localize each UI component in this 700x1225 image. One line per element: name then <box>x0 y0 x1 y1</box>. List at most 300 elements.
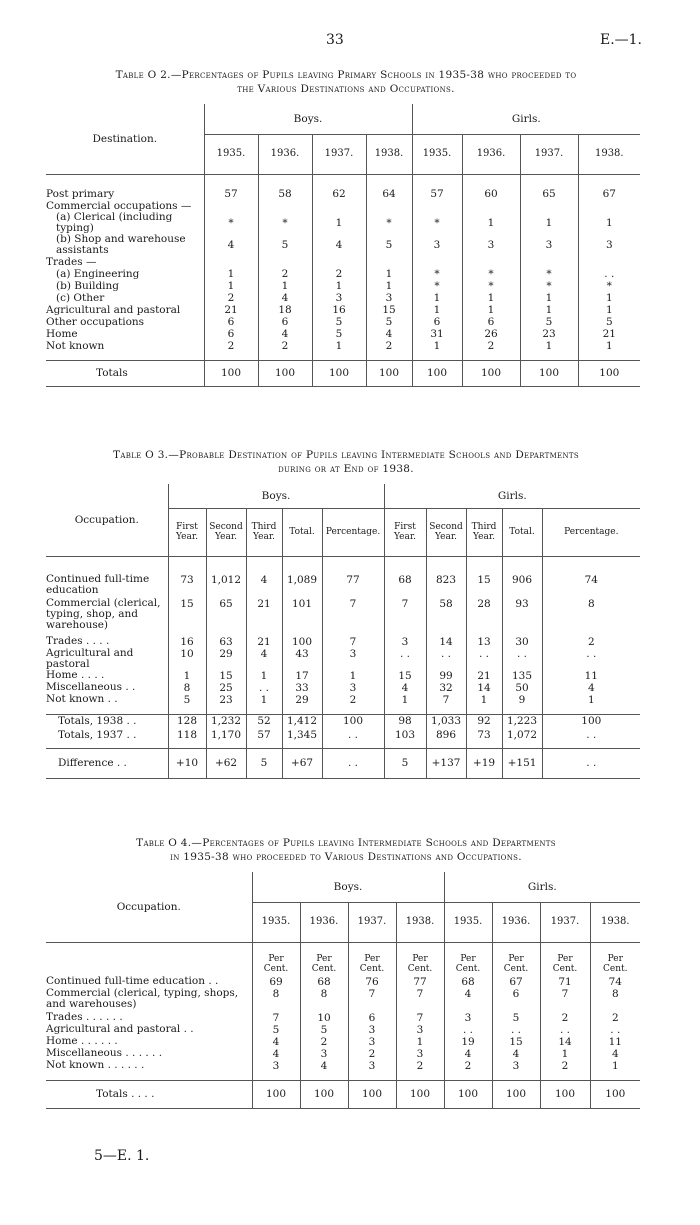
table-row <box>46 280 640 292</box>
value-cell: 65 <box>520 188 578 200</box>
value-cell: 3 <box>578 234 640 256</box>
value-cell: 135 <box>502 670 542 682</box>
row-label: (a) Clerical (including typing) <box>56 211 173 234</box>
value-cell: 15 <box>168 598 206 636</box>
table2-caption-line2: the Various Destinations and Occupations. <box>237 83 455 95</box>
unit-label <box>590 942 640 976</box>
table-row <box>46 670 640 682</box>
value-cell: 18 <box>258 304 312 316</box>
value-cell: 6 <box>492 988 540 1012</box>
value-cell: 100 <box>282 636 322 648</box>
value-cell: 1 <box>258 280 312 292</box>
value-cell <box>578 256 640 268</box>
table-row <box>46 1024 640 1036</box>
value-cell: 6 <box>258 316 312 328</box>
total-cell: 100 <box>252 1080 300 1108</box>
value-cell: 1,033 <box>426 714 466 728</box>
value-cell: 3 <box>348 1060 396 1072</box>
column-header: Percentage. <box>322 508 384 556</box>
value-cell: . . <box>246 682 282 694</box>
table4-caption <box>46 836 646 864</box>
column-header: Third Year. <box>466 508 502 556</box>
value-cell <box>258 200 312 212</box>
destination-header: Destination. <box>92 132 158 145</box>
value-cell: 1 <box>578 212 640 234</box>
row-label: (b) Shop and warehouse assistants <box>56 233 186 256</box>
value-cell: 63 <box>206 636 246 648</box>
row-label: Difference . . <box>58 757 127 769</box>
unit-label-line2: Cent. <box>552 964 578 974</box>
value-cell: * <box>462 280 520 292</box>
table-row <box>46 292 640 304</box>
value-cell: * <box>520 268 578 280</box>
unit-label-line2: Cent. <box>311 964 337 974</box>
value-cell: 8 <box>542 598 640 636</box>
value-cell: 74 <box>542 574 640 598</box>
value-cell: 4 <box>300 1060 348 1072</box>
total-cell: 100 <box>412 360 462 386</box>
value-cell: 58 <box>426 598 466 636</box>
unit-label <box>444 942 492 976</box>
value-cell: 76 <box>348 976 396 988</box>
unit-label-line2: Cent. <box>603 964 628 974</box>
value-cell: 33 <box>282 682 322 694</box>
value-cell: 2 <box>322 694 384 706</box>
value-cell: 73 <box>466 728 502 742</box>
girls-group-header: Girls. <box>412 104 640 134</box>
value-cell: 3 <box>520 234 578 256</box>
value-cell: 5 <box>252 1024 300 1036</box>
total-cell: 100 <box>590 1080 640 1108</box>
table-row <box>46 636 640 648</box>
value-cell: 8 <box>590 988 640 1012</box>
value-cell: 2 <box>348 1048 396 1060</box>
value-cell <box>520 256 578 268</box>
value-cell: 5 <box>168 694 206 706</box>
value-cell: 17 <box>282 670 322 682</box>
value-cell: 16 <box>312 304 366 316</box>
boys-group-header: Boys. <box>204 104 412 134</box>
year-header: 1937. <box>312 134 366 174</box>
table2-caption-line1: Table O 2.—Percentages of Pupils leaving Primary Schools in 1935-38 who proceeded to <box>115 69 577 81</box>
totals-label: Totals . . . . <box>96 1088 155 1100</box>
value-cell: +151 <box>502 748 542 778</box>
row-label: Totals, 1937 . . <box>58 729 137 741</box>
value-cell: 3 <box>252 1060 300 1072</box>
value-cell: 67 <box>492 976 540 988</box>
row-label: Commercial (clerical, typing, shop, and warehouse) <box>46 597 161 631</box>
value-cell: 2 <box>542 636 640 648</box>
value-cell: 1 <box>366 268 412 280</box>
value-cell: 69 <box>252 976 300 988</box>
value-cell: 8 <box>300 988 348 1012</box>
value-cell: 5 <box>366 234 412 256</box>
unit-label <box>348 942 396 976</box>
value-cell: 4 <box>312 234 366 256</box>
value-cell: 1 <box>590 1060 640 1072</box>
value-cell: 2 <box>204 292 258 304</box>
table-row <box>46 988 640 1012</box>
unit-label-line1: Per <box>508 954 524 964</box>
value-cell: 2 <box>540 1060 590 1072</box>
difference-row <box>46 748 640 778</box>
table2-caption <box>46 68 646 96</box>
value-cell: 67 <box>578 188 640 200</box>
value-cell: 1 <box>384 694 426 706</box>
value-cell: . . <box>384 648 426 670</box>
value-cell: +62 <box>206 748 246 778</box>
value-cell <box>520 200 578 212</box>
value-cell: 4 <box>204 234 258 256</box>
value-cell: 103 <box>384 728 426 742</box>
value-cell: . . <box>322 748 384 778</box>
value-cell: 128 <box>168 714 206 728</box>
value-cell: 1 <box>520 304 578 316</box>
value-cell: 101 <box>282 598 322 636</box>
unit-label-line2: Cent. <box>359 964 385 974</box>
unit-label-line1: Per <box>460 954 476 964</box>
value-cell: 4 <box>252 1036 300 1048</box>
value-cell: 1 <box>204 280 258 292</box>
row-label: Not known . . . . . . <box>46 1059 145 1071</box>
total-cell: 100 <box>258 360 312 386</box>
value-cell <box>312 200 366 212</box>
unit-label-line1: Per <box>607 954 623 964</box>
year-header: 1936. <box>462 134 520 174</box>
value-cell <box>412 256 462 268</box>
value-cell: 3 <box>492 1060 540 1072</box>
value-cell: 14 <box>540 1036 590 1048</box>
table-row <box>46 256 640 268</box>
value-cell: 74 <box>590 976 640 988</box>
value-cell <box>366 200 412 212</box>
value-cell: 5 <box>384 748 426 778</box>
value-cell: 7 <box>540 988 590 1012</box>
value-cell: * <box>412 280 462 292</box>
value-cell: 19 <box>444 1036 492 1048</box>
year-header: 1935. <box>412 134 462 174</box>
row-label: Commercial (clerical, typing, shops, and warehouses) <box>46 987 239 1010</box>
table-row <box>46 328 640 340</box>
value-cell: 4 <box>246 574 282 598</box>
row-label: Totals, 1938 . . <box>58 715 137 728</box>
occupation-header: Occupation. <box>116 900 181 913</box>
value-cell <box>412 200 462 212</box>
table-row <box>46 340 640 352</box>
value-cell: * <box>204 212 258 234</box>
value-cell: 1 <box>578 340 640 352</box>
value-cell: 8 <box>252 988 300 1012</box>
totals-row <box>46 360 640 386</box>
value-cell: 896 <box>426 728 466 742</box>
value-cell: 1 <box>412 340 462 352</box>
value-cell: 73 <box>168 574 206 598</box>
row-label: (c) Other <box>56 292 105 304</box>
girls-group-header: Girls. <box>384 484 640 508</box>
value-cell <box>366 256 412 268</box>
value-cell: +19 <box>466 748 502 778</box>
value-cell: 4 <box>252 1048 300 1060</box>
value-cell: 1,012 <box>206 574 246 598</box>
unit-label-line2: Cent. <box>503 964 529 974</box>
value-cell: 10 <box>168 648 206 670</box>
unit-label-line1: Per <box>268 954 284 964</box>
value-cell: * <box>578 280 640 292</box>
value-cell: 52 <box>246 714 282 728</box>
value-cell: 99 <box>426 670 466 682</box>
unit-label-line2: Cent. <box>263 964 289 974</box>
table4 <box>46 872 640 1109</box>
row-label: Other occupations <box>46 316 145 328</box>
value-cell: * <box>412 212 462 234</box>
row-label: Agricultural and pastoral <box>46 304 181 316</box>
value-cell: 30 <box>502 636 542 648</box>
value-cell: 3 <box>384 636 426 648</box>
value-cell: 5 <box>578 316 640 328</box>
value-cell: 7 <box>348 988 396 1012</box>
value-cell: 3 <box>366 292 412 304</box>
value-cell: 6 <box>462 316 520 328</box>
row-label: Home <box>46 328 78 340</box>
value-cell: 68 <box>444 976 492 988</box>
value-cell: 4 <box>384 682 426 694</box>
value-cell: 2 <box>366 340 412 352</box>
column-header: Total. <box>282 508 322 556</box>
table-row <box>46 316 640 328</box>
unit-label <box>540 942 590 976</box>
table3-caption <box>46 448 646 476</box>
value-cell: 5 <box>492 1012 540 1024</box>
totals-row <box>46 728 640 742</box>
total-cell: 100 <box>492 1080 540 1108</box>
value-cell: 100 <box>542 714 640 728</box>
value-cell: 3 <box>312 292 366 304</box>
occupation-header: Occupation. <box>74 513 139 526</box>
value-cell: 2 <box>396 1060 444 1072</box>
boys-group-header: Boys. <box>252 872 444 902</box>
value-cell: . . <box>578 268 640 280</box>
value-cell: 92 <box>466 714 502 728</box>
table3-caption-line1: Table O 3.—Probable Destination of Pupils leaving Intermediate Schools and Departments <box>113 449 579 461</box>
row-label: Trades — <box>46 256 97 268</box>
value-cell: 1 <box>246 694 282 706</box>
value-cell: 21 <box>578 328 640 340</box>
value-cell: 11 <box>542 670 640 682</box>
row-label: Trades . . . . <box>46 635 110 647</box>
row-label: Post primary <box>46 188 115 200</box>
column-header: First Year. <box>168 508 206 556</box>
value-cell: 906 <box>502 574 542 598</box>
value-cell: 1 <box>312 280 366 292</box>
row-label: (a) Engineering <box>56 268 140 280</box>
value-cell: +137 <box>426 748 466 778</box>
page-header <box>0 32 700 52</box>
value-cell: . . <box>542 648 640 670</box>
value-cell: 5 <box>300 1024 348 1036</box>
value-cell: 2 <box>590 1012 640 1024</box>
row-label: Not known . . <box>46 693 118 705</box>
value-cell: 64 <box>366 188 412 200</box>
totals-row <box>46 714 640 728</box>
total-cell: 100 <box>520 360 578 386</box>
year-header: 1935. <box>204 134 258 174</box>
value-cell: 3 <box>462 234 520 256</box>
value-cell: 65 <box>206 598 246 636</box>
value-cell: 1,232 <box>206 714 246 728</box>
totals-row <box>46 1080 640 1108</box>
value-cell: 10 <box>300 1012 348 1024</box>
value-cell: 7 <box>426 694 466 706</box>
value-cell: 28 <box>466 598 502 636</box>
value-cell: 7 <box>252 1012 300 1024</box>
value-cell: 60 <box>462 188 520 200</box>
value-cell <box>258 256 312 268</box>
row-label: Miscellaneous . . <box>46 681 136 693</box>
value-cell: . . <box>502 648 542 670</box>
value-cell <box>204 200 258 212</box>
value-cell: 68 <box>300 976 348 988</box>
unit-label <box>252 942 300 976</box>
value-cell: 3 <box>300 1048 348 1060</box>
value-cell: 23 <box>206 694 246 706</box>
value-cell: 5 <box>246 748 282 778</box>
year-header: 1935. <box>444 902 492 942</box>
value-cell: 2 <box>258 268 312 280</box>
column-header: Percentage. <box>542 508 640 556</box>
year-header: 1936. <box>258 134 312 174</box>
table-row <box>46 648 640 670</box>
value-cell: 15 <box>492 1036 540 1048</box>
value-cell: 1,089 <box>282 574 322 598</box>
unit-label <box>492 942 540 976</box>
value-cell: 23 <box>520 328 578 340</box>
value-cell: 1 <box>396 1036 444 1048</box>
value-cell: 8 <box>168 682 206 694</box>
value-cell: 98 <box>384 714 426 728</box>
value-cell: 2 <box>258 340 312 352</box>
value-cell: 7 <box>322 636 384 648</box>
value-cell: 1 <box>540 1048 590 1060</box>
value-cell: 1,170 <box>206 728 246 742</box>
unit-label-line2: Cent. <box>407 964 433 974</box>
column-header: Second Year. <box>426 508 466 556</box>
table4-caption-line2: in 1935-38 who proceeded to Various Destinations and Occupations. <box>170 851 522 863</box>
value-cell: 25 <box>206 682 246 694</box>
value-cell: 3 <box>444 1012 492 1024</box>
value-cell: 5 <box>520 316 578 328</box>
value-cell <box>204 256 258 268</box>
value-cell: 1 <box>412 292 462 304</box>
value-cell: . . <box>542 728 640 742</box>
value-cell: * <box>462 268 520 280</box>
value-cell: 1 <box>168 670 206 682</box>
total-cell: 100 <box>204 360 258 386</box>
unit-label-line1: Per <box>364 954 380 964</box>
value-cell: 1 <box>542 694 640 706</box>
value-cell: 43 <box>282 648 322 670</box>
row-label: Home . . . . . . <box>46 1035 118 1047</box>
value-cell: 1 <box>322 670 384 682</box>
unit-label <box>396 942 444 976</box>
value-cell: 77 <box>396 976 444 988</box>
value-cell: 21 <box>204 304 258 316</box>
value-cell: 1 <box>462 212 520 234</box>
row-label: Continued full-time education <box>46 573 150 596</box>
column-header: Second Year. <box>206 508 246 556</box>
value-cell: 823 <box>426 574 466 598</box>
table3 <box>46 484 640 779</box>
value-cell: . . <box>590 1024 640 1036</box>
column-header: Third Year. <box>246 508 282 556</box>
value-cell: 57 <box>204 188 258 200</box>
table-row <box>46 694 640 706</box>
value-cell: 1 <box>578 304 640 316</box>
value-cell: 71 <box>540 976 590 988</box>
value-cell: 4 <box>444 1048 492 1060</box>
row-label: Commercial occupations — <box>46 200 192 212</box>
total-cell: 100 <box>444 1080 492 1108</box>
value-cell: 3 <box>396 1048 444 1060</box>
unit-label-line2: Cent. <box>455 964 481 974</box>
value-cell: 118 <box>168 728 206 742</box>
value-cell: 1 <box>520 292 578 304</box>
value-cell: 7 <box>384 598 426 636</box>
year-header: 1938. <box>366 134 412 174</box>
value-cell: 4 <box>246 648 282 670</box>
column-header: First Year. <box>384 508 426 556</box>
value-cell: 15 <box>466 574 502 598</box>
value-cell: 11 <box>590 1036 640 1048</box>
value-cell: 29 <box>282 694 322 706</box>
row-label: Not known <box>46 340 105 352</box>
value-cell: 21 <box>246 636 282 648</box>
table-row <box>46 574 640 598</box>
value-cell: 1 <box>520 212 578 234</box>
year-header: 1937. <box>540 902 590 942</box>
value-cell: 1,412 <box>282 714 322 728</box>
value-cell: 4 <box>492 1048 540 1060</box>
table3-caption-line2: during or at End of 1938. <box>278 463 414 475</box>
table-row <box>46 682 640 694</box>
value-cell: 7 <box>322 598 384 636</box>
value-cell: 3 <box>322 648 384 670</box>
value-cell: 1,072 <box>502 728 542 742</box>
value-cell <box>312 256 366 268</box>
value-cell: 1 <box>246 670 282 682</box>
year-header: 1937. <box>348 902 396 942</box>
value-cell: 2 <box>540 1012 590 1024</box>
value-cell: 5 <box>366 316 412 328</box>
table-row <box>46 268 640 280</box>
value-cell: 31 <box>412 328 462 340</box>
value-cell: 1,345 <box>282 728 322 742</box>
table2 <box>46 104 640 387</box>
value-cell: 1,223 <box>502 714 542 728</box>
value-cell: 21 <box>466 670 502 682</box>
value-cell: 6 <box>348 1012 396 1024</box>
total-cell: 100 <box>462 360 520 386</box>
value-cell <box>578 200 640 212</box>
value-cell: 2 <box>300 1036 348 1048</box>
year-header: 1938. <box>396 902 444 942</box>
column-header: Total. <box>502 508 542 556</box>
value-cell: +67 <box>282 748 322 778</box>
value-cell: * <box>366 212 412 234</box>
total-cell: 100 <box>348 1080 396 1108</box>
value-cell: 9 <box>502 694 542 706</box>
total-cell: 100 <box>396 1080 444 1108</box>
value-cell: 57 <box>412 188 462 200</box>
